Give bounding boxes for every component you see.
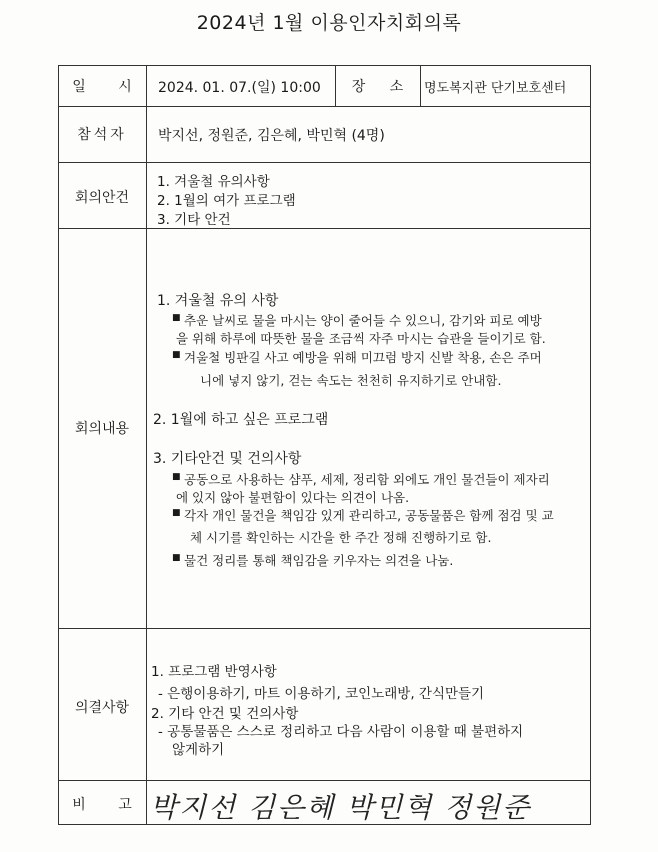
decision-label: 의결사항 <box>74 700 130 716</box>
row-divider <box>58 780 591 781</box>
place-label-divider <box>420 65 421 106</box>
bullet-icon: ■ <box>172 350 181 360</box>
section-title: 1. 겨울철 유의 사항 <box>157 293 279 309</box>
agenda-item: 1. 겨울철 유의사항 <box>157 174 270 190</box>
agenda-label: 회의안건 <box>74 190 130 206</box>
attendees-value: 박지선, 정원준, 김은혜, 박민혁 (4명) <box>158 128 385 144</box>
content-label: 회의내용 <box>74 421 130 437</box>
place-label: 장 소 <box>351 79 414 95</box>
bullet-icon: ■ <box>172 553 181 563</box>
section-title: 2. 1월에 하고 싶은 프로그램 <box>153 412 329 428</box>
table-border-right <box>590 65 591 825</box>
row-divider <box>58 628 591 629</box>
row-divider <box>58 106 591 107</box>
content-line: 체 시기를 확인하는 시간을 한 주간 정해 진행하기로 함. <box>190 530 492 545</box>
bullet-icon: ■ <box>172 313 181 323</box>
content-line: 추운 날씨로 물을 마시는 양이 줄어들 수 있으니, 감기와 피로 예방 <box>184 313 542 328</box>
decision-line: 않게하기 <box>172 742 225 758</box>
decision-line: 1. 프로그램 반영사항 <box>151 664 277 680</box>
attendees-label: 참석자 <box>77 127 127 143</box>
label-column-divider <box>146 65 147 825</box>
date-label: 일 시 <box>72 79 146 95</box>
content-line: 각자 개인 물건을 책임감 있게 관리하고, 공동물품은 함께 점검 및 교 <box>184 508 554 523</box>
content-line: 에 있지 않아 불편함이 있다는 의견이 나옴. <box>176 490 410 505</box>
decision-line: - 은행이용하기, 마트 이용하기, 코인노래방, 간식만들기 <box>158 686 485 702</box>
decision-line: - 공통물품은 스스로 정리하고 다음 사람이 이용할 때 불편하지 <box>158 724 524 740</box>
note-label: 비 고 <box>72 797 146 813</box>
agenda-item: 3. 기타 안건 <box>157 212 231 228</box>
content-line: 겨울철 빙판길 사고 예방을 위해 미끄럼 방지 신발 착용, 손은 주머 <box>184 350 542 365</box>
content-line: 물건 정리를 통해 책임감을 키우자는 의견을 나눔. <box>184 553 454 568</box>
decision-line: 2. 기타 안건 및 건의사항 <box>151 706 299 722</box>
row-divider <box>58 228 591 229</box>
content-line: 니에 넣지 않기, 걷는 속도는 천천히 유지하기로 안내함. <box>200 373 502 388</box>
handwritten-signatures: 박지선 김은혜 박민혁 정원준 <box>150 791 532 824</box>
bullet-icon: ■ <box>172 472 181 482</box>
content-line: 을 위해 하루에 따뜻한 물을 조금씩 자주 마시는 습관을 들이기로 함. <box>176 331 546 346</box>
place-value: 명도복지관 단기보호센터 <box>424 81 567 96</box>
content-line: 공동으로 사용하는 샴푸, 세제, 정리함 외에도 개인 물건들이 제자리 <box>184 472 550 487</box>
row-divider <box>58 162 591 163</box>
date-value: 2024. 01. 07.(일) 10:00 <box>158 80 321 96</box>
table-border-top <box>58 65 591 66</box>
bullet-icon: ■ <box>172 508 181 518</box>
agenda-item: 2. 1월의 여가 프로그램 <box>157 193 296 209</box>
section-title: 3. 기타안건 및 건의사항 <box>153 451 302 467</box>
document-title: 2024년 1월 이용인자치회의록 <box>196 12 462 34</box>
